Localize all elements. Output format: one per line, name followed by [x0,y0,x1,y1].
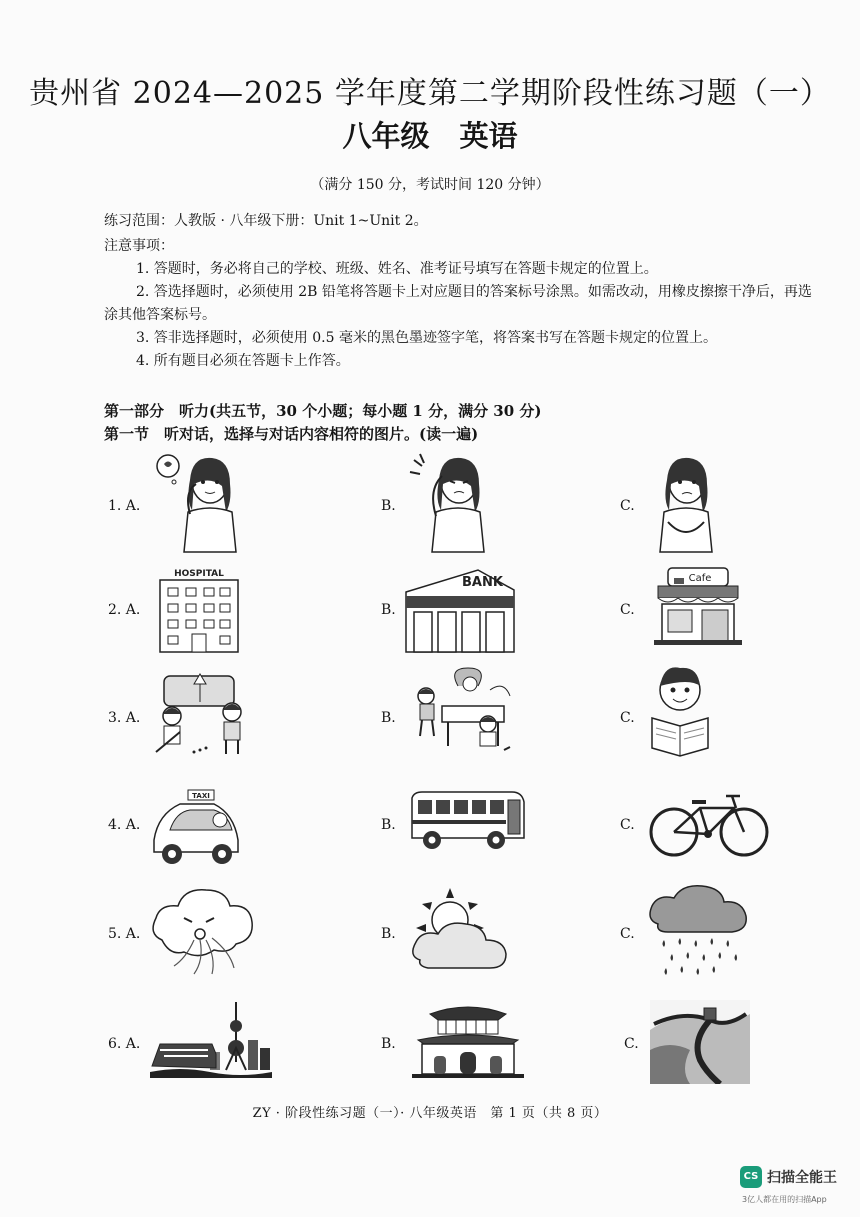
taxi-picture [148,786,244,868]
question-label: 5. A. [108,926,141,942]
exam-title: 贵州省 2024—2025 学年度第二学期阶段性练习题（一） [29,76,831,111]
bike-picture [646,788,772,858]
note-item: 3. 答非选择题时，必须使用 0.5 毫米的黑色墨迹签字笔，将答案书写在答题卡规定的位置上。 [136,330,717,346]
tiananmen-picture [412,1000,524,1078]
rain-cloud-picture [646,884,752,980]
question-4 [0,776,860,886]
question-label: 3. A. [108,710,141,726]
option-label: C. [620,602,635,618]
windy-cloud-picture [148,884,254,978]
option-label: B. [381,926,396,942]
question-5 [0,882,860,992]
section1-heading: 第一节 听对话，选择与对话内容相符的图片。(读一遍) [104,425,479,443]
option-label: C. [620,926,635,942]
bank-picture [404,568,516,654]
watermark-tagline: 3亿人都在用的扫描App [742,1195,827,1204]
option-label: B. [381,817,396,833]
watermark-name: 扫描全能王 [767,1170,837,1186]
question-label: 6. A. [108,1036,141,1052]
practice-scope: 练习范围：人教版 · 八年级下册：Unit 1~Unit 2。 [104,213,428,229]
cafe-picture [654,566,742,646]
option-label: B. [381,710,396,726]
note-item: 1. 答题时，务必将自己的学校、班级、姓名、准考证号填写在答题卡规定的位置上。 [136,261,658,277]
exam-subtitle: 八年级 英语 [342,119,518,153]
girl-thinking-picture [148,452,243,554]
question-2 [0,562,860,672]
part1-heading: 第一部分 听力(共五节，30 个小题；每小题 1 分，满分 30 分) [104,402,542,420]
sun-cloud-picture [408,884,512,976]
question-label: 2. A. [108,602,141,618]
score-note: （满分 150 分，考试时间 120 分钟） [310,177,550,193]
notes-list [104,258,816,373]
question-label: 1. A. [108,498,141,514]
question-label: 4. A. [108,817,141,833]
boy-reading-picture [646,666,714,758]
option-label: C. [624,1036,639,1052]
hospital-picture [156,566,242,654]
great-wall-picture [650,1000,750,1084]
kids-cleaning-room-picture [150,666,250,758]
option-label: C. [620,498,635,514]
cafe-sign: Cafe [688,573,712,584]
bank-sign: BANK [462,575,503,590]
taxi-sign: TAXI [192,792,210,800]
girl-headache-picture [404,452,499,554]
question-3 [0,666,860,776]
hospital-sign: HOSPITAL [174,569,224,579]
page-footer: ZY · 阶段性练习题（一）· 八年级英语 第 1 页（共 8 页） [252,1106,608,1121]
camscanner-logo: CS [740,1166,762,1188]
option-label: C. [620,710,635,726]
kids-cleaning-park-picture [404,666,514,758]
option-label: B. [381,498,396,514]
note-item: 4. 所有题目必须在答题卡上作答。 [136,353,350,369]
note-item: 2. 答选择题时，必须使用 2B 铅笔将答题卡上对应题目的答案标号涂黑。如需改动，用橡皮擦擦干净后，再选涂其他答案标号。 [104,284,812,323]
option-label: C. [620,817,635,833]
question-1 [0,450,860,560]
question-6 [0,996,860,1106]
girl-stomachache-picture [642,452,737,554]
option-label: B. [381,1036,396,1052]
bus-picture [408,790,526,852]
shanghai-tower-picture [150,1000,272,1078]
notes-heading: 注意事项： [104,238,174,254]
option-label: B. [381,602,396,618]
